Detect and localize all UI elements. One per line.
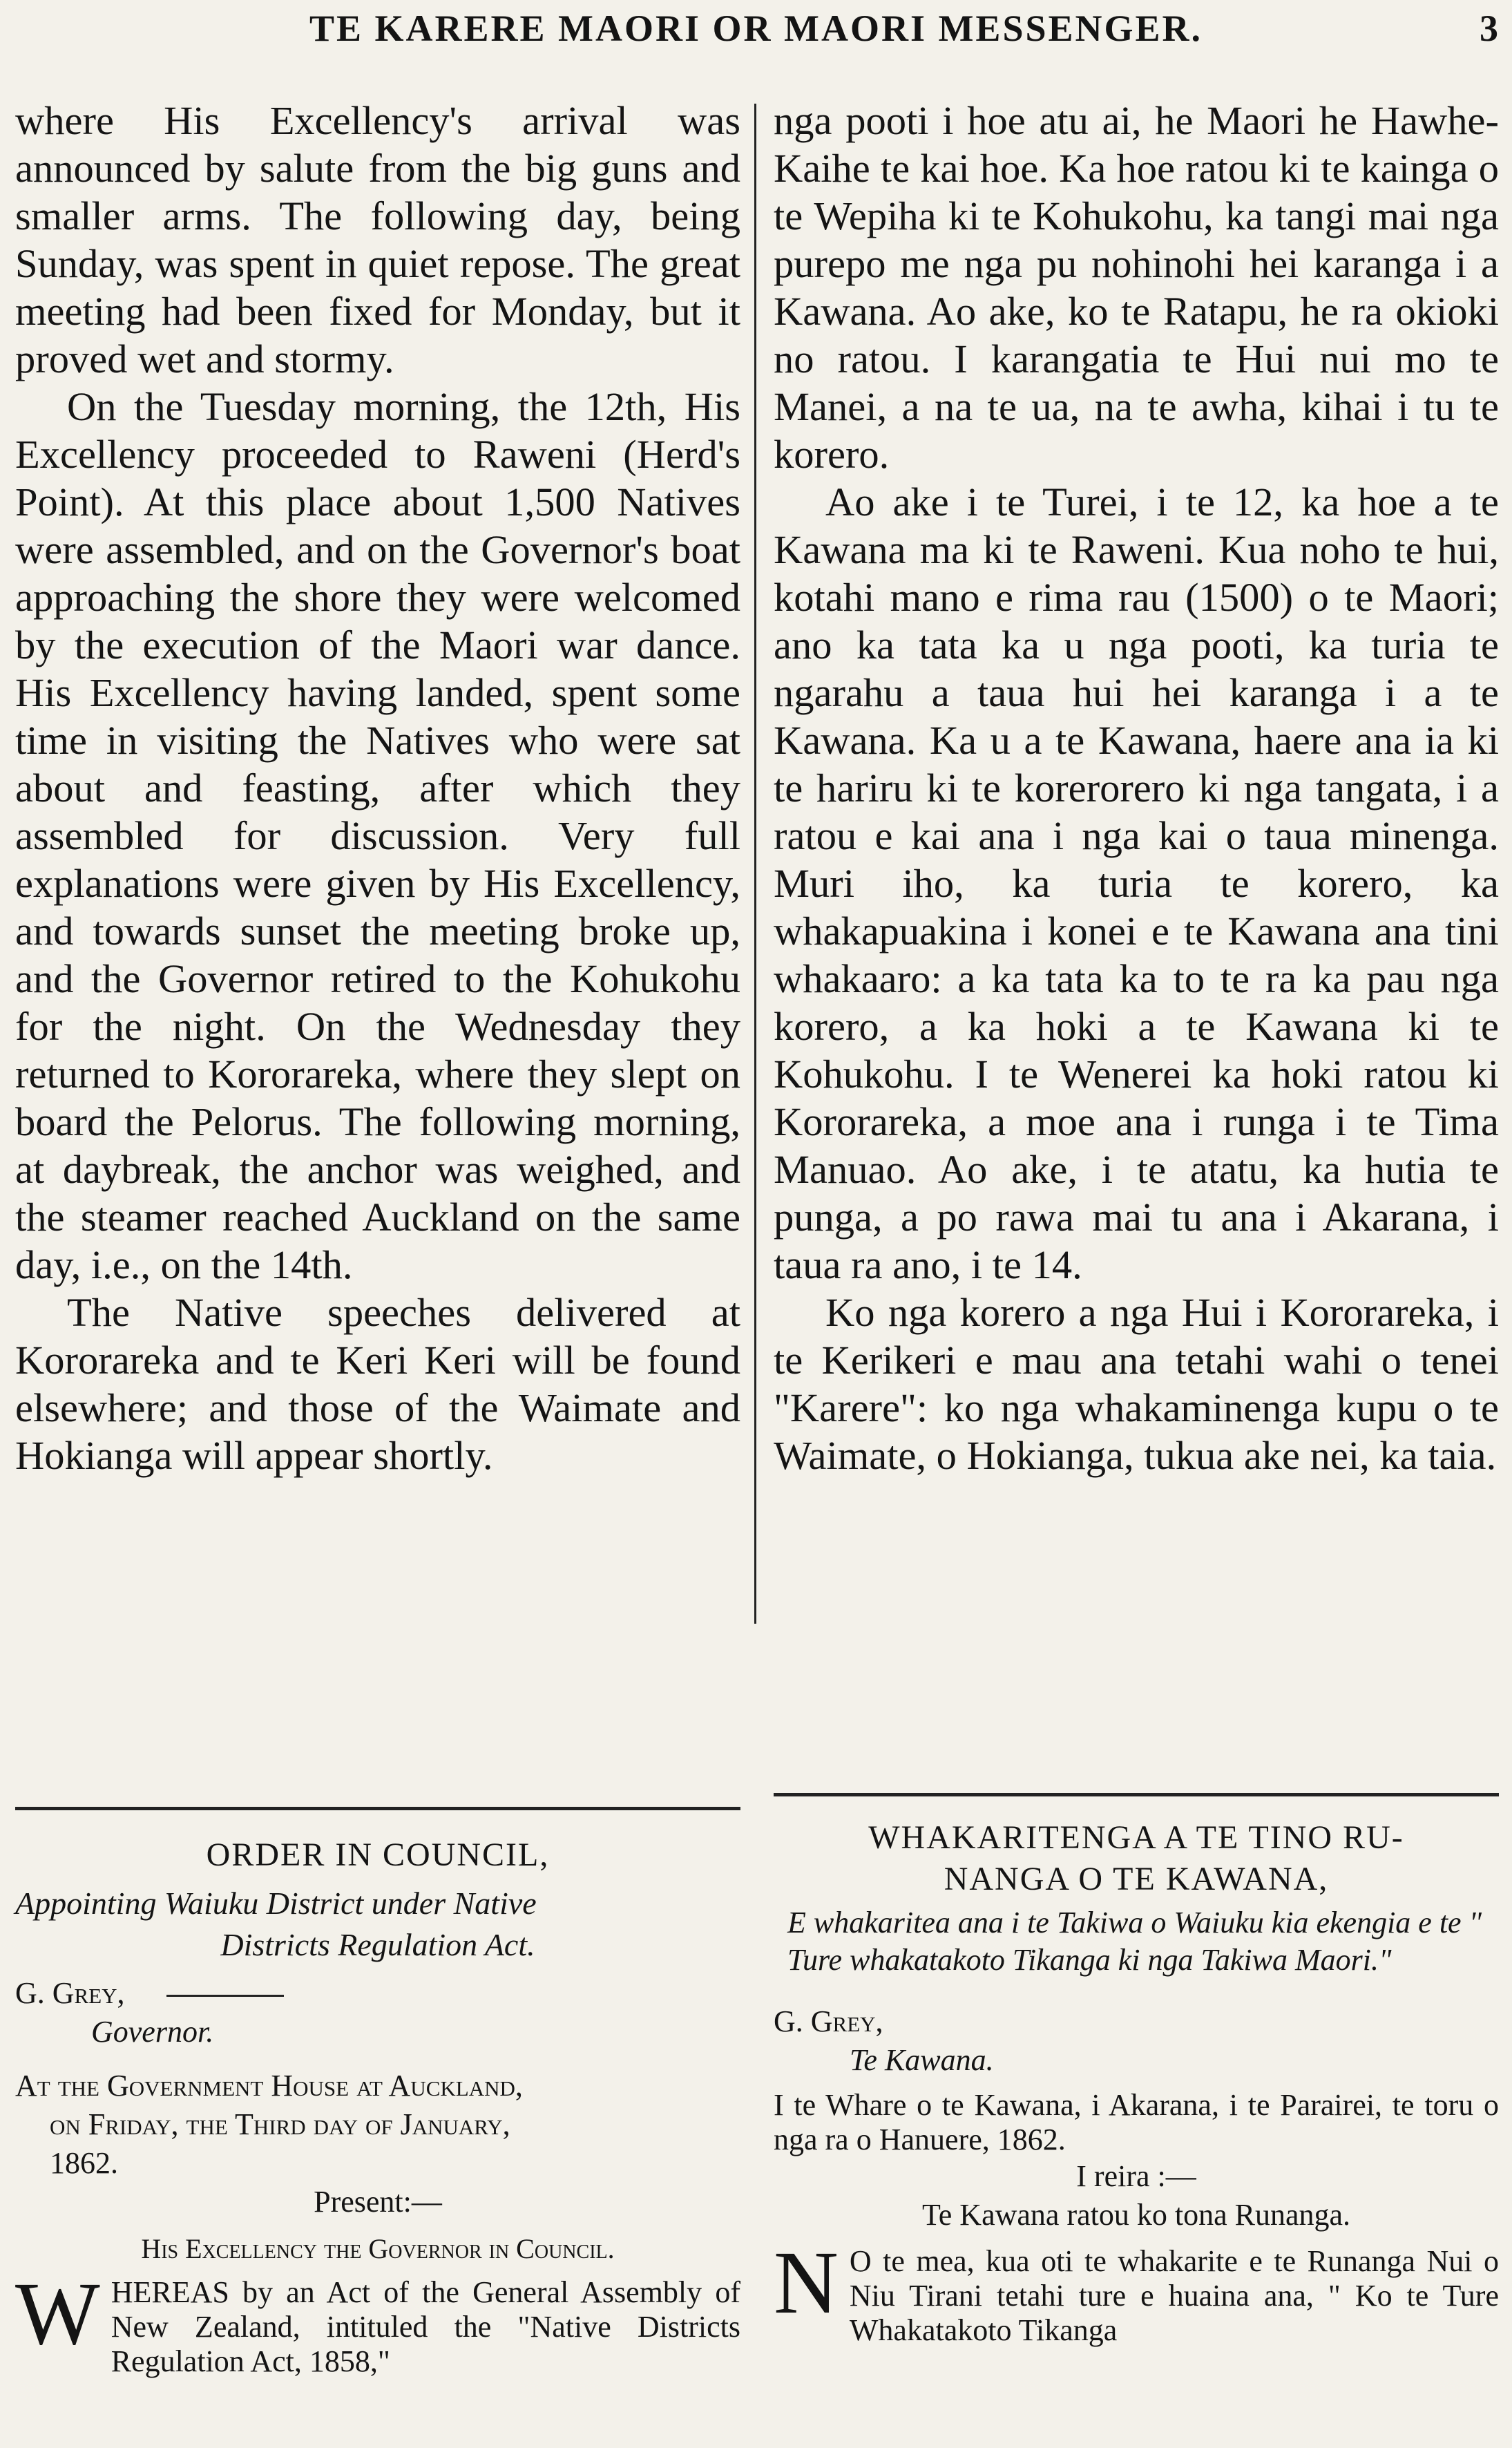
page-header bbox=[0, 0, 1512, 62]
column-divider bbox=[754, 104, 756, 1624]
order-present: Present:— bbox=[314, 2185, 442, 2219]
right-paragraph-1: nga pooti i hoe atu ai, he Maori he Hawhe-Kaihe te kai hoe. Ka hoe ratou ki te kainga o te Wepiha ki te Kohukohu, ka tangi mai nga purepo me nga pu nohinohi hei karanga i a Kawana. Ao ake, ko te Ratapu, he ra okioki no ratou. I karangatia te Hui nui mo te Manei, a na te ua, na te awha, kihai i tu te korero. bbox=[774, 98, 1499, 477]
order-body-text: HEREAS by an Act of the General Assembly of New Zealand, intituled the "Native Districts Regulation Act, 1858," bbox=[111, 2275, 740, 2378]
order-signer-title: Governor. bbox=[91, 2015, 214, 2049]
whakaritenga-place: I te Whare o te Kawana, i Akarana, i te Parairei, te toru o nga ra o Hanuere, 1862. bbox=[774, 2088, 1499, 2156]
whakaritenga-dropcap: N bbox=[774, 2233, 839, 2333]
left-article-body bbox=[15, 97, 740, 1479]
order-subtitle-line2: Districts Regulation Act. bbox=[220, 1927, 535, 1962]
whakaritenga-title-line1: WHAKARITENGA A TE TINO RU- bbox=[868, 1819, 1404, 1856]
right-paragraph-3: Ko nga korero a nga Hui i Kororareka, i te Kerikeri e mau ana tetahi wahi o tenei "Karere": ko nga whakaminenga kupu o te Waimate, o Hokianga, tukua ake nei, ka taia. bbox=[774, 1290, 1499, 1478]
order-in-council-section bbox=[15, 1834, 740, 2379]
whakaritenga-subtitle: E whakaritea ana i te Takiwa o Waiuku kia ekengia e te " Ture whakatakoto Tikanga ki nga Takiwa Maori." bbox=[787, 1906, 1482, 1977]
order-place-line2: on Friday, the Third day of January, bbox=[50, 2107, 510, 2141]
whakaritenga-body-text: O te mea, kua oti te whakarite e te Runanga Nui o Niu Tirani tetahi ture e huaina ana, " Ko te Ture Whakatakoto Tikanga bbox=[849, 2244, 1499, 2347]
whakaritenga-signer-title: Te Kawana. bbox=[850, 2043, 994, 2077]
right-column-maori bbox=[774, 97, 1499, 1479]
right-article-body bbox=[774, 97, 1499, 1479]
whakaritenga-present: I reira :— bbox=[1076, 2159, 1196, 2193]
left-paragraph-1: where His Excellency's arrival was announced by salute from the big guns and smaller arms. The following day, being Sunday, was spent in quiet repose. The great meeting had been fixed for Monday, but it proved wet and stormy. bbox=[15, 98, 740, 381]
whakaritenga-section bbox=[774, 1817, 1499, 2348]
left-paragraph-2: On the Tuesday morning, the 12th, His Excellency proceeded to Raweni (Herd's Point). At this place about 1,500 Natives were assembled, and on the Governor's boat approaching the shore they were welcomed by the execution of the Maori war dance. His Excellency having landed, spent some time in visiting the Natives who were sat about and feasting, after which they assembled for discussion. Very full explanations were given by His Excellency, and towards sunset the meeting broke up, and the Governor retired to the Kohukohu for the night. On the Wednesday they returned to Kororareka, where they slept on board the Pelorus. The following morning, at daybreak, the anchor was weighed, and the steamer reached Auckland on the same day, i.e., on the 14th. bbox=[15, 384, 740, 1287]
order-place-line1: At the Government House at Auckland, bbox=[15, 2069, 523, 2103]
order-present-who: His Excellency the Governor in Council. bbox=[141, 2233, 615, 2264]
order-subtitle-line1: Appointing Waiuku District under Native bbox=[15, 1886, 537, 1921]
order-place-line3: 1862. bbox=[50, 2146, 118, 2180]
left-section-rule bbox=[15, 1807, 740, 1810]
page-number: 3 bbox=[1480, 8, 1498, 49]
whakaritenga-title-line2: NANGA O TE KAWANA, bbox=[944, 1861, 1329, 1897]
order-dropcap: W bbox=[15, 2264, 100, 2364]
order-title: ORDER IN COUNCIL, bbox=[206, 1837, 550, 1873]
left-column-english bbox=[15, 97, 740, 1479]
whakaritenga-body bbox=[774, 2233, 1499, 2348]
right-section-rule bbox=[774, 1793, 1499, 1796]
right-paragraph-2: Ao ake i te Turei, i te 12, ka hoe a te Kawana ma ki te Raweni. Kua noho te hui, kotahi mano e rima rau (1500) o te Maori; ano ka tata ka u nga pooti, ka turia te ngarahu a taua hui hei karanga i a te Kawana. Ka u a te Kawana, haere ana ia ki te hariru ki te korerorero ki nga tangata, i a ratou e kai ana i nga kai o taua minenga. Muri iho, ka turia te korero, ka whakapuakina i konei e te Kawana ana tini whakaaro: a ka tata ka to te ra ka pau nga korero, a ka hoki a te Kawana ki te Kohukohu. I te Wenerei ka hoki ratou ki Kororareka, a moe ana i runga i te Tima Manuao. Ao ake, i te atatu, ka hutia te punga, a po rawa mai tu ana i Akarana, i taua ra ano, i te 14. bbox=[774, 480, 1499, 1287]
left-paragraph-3: The Native speeches delivered at Kororareka and te Keri Keri will be found elsewhere; and those of the Waimate and Hokianga will appear shortly. bbox=[15, 1290, 740, 1478]
signature-dash bbox=[166, 1995, 284, 1997]
order-signer: G. Grey, bbox=[15, 1976, 125, 2010]
whakaritenga-present-who: Te Kawana ratou ko tona Runanga. bbox=[921, 2198, 1351, 2232]
order-body bbox=[15, 2264, 740, 2379]
whakaritenga-signer: G. Grey, bbox=[774, 2004, 883, 2038]
newspaper-title: TE KARERE MAORI OR MAORI MESSENGER. bbox=[309, 8, 1203, 49]
